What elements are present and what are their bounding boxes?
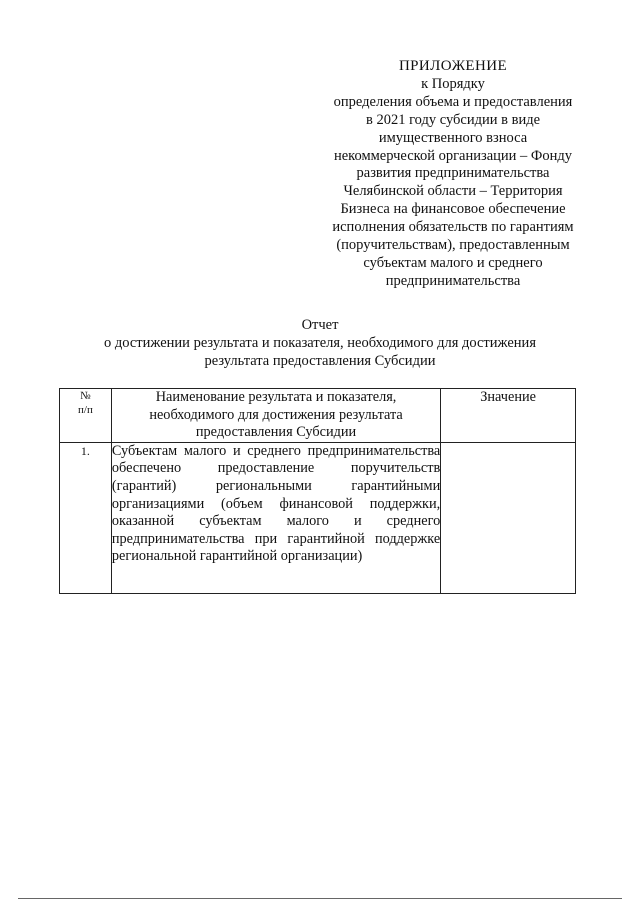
header-number — [60, 389, 112, 443]
table-row — [60, 442, 576, 593]
report-subtitle-line-1: о достижении результата и показателя, необходимого для достижения — [104, 335, 536, 351]
appendix-block — [318, 58, 588, 291]
appendix-line: развития предпринимательства — [356, 165, 550, 182]
report-title-block — [60, 316, 580, 370]
row-number: 1. — [60, 442, 112, 593]
appendix-line: предпринимательства — [385, 272, 521, 289]
header-number-abbrev: п/п — [78, 404, 93, 416]
appendix-line: Челябинской области – Территория — [343, 183, 563, 200]
table-header-row — [60, 389, 576, 443]
appendix-line: определения объема и предоставления — [333, 93, 573, 110]
appendix-line: некоммерческой организации – Фонду — [333, 147, 573, 164]
header-value: Значение — [441, 389, 576, 443]
report-subtitle-line-2: результата предоставления Субсидии — [204, 353, 436, 369]
appendix-line: к Порядку — [421, 75, 485, 92]
report-table — [59, 388, 576, 594]
appendix-heading: ПРИЛОЖЕНИЕ — [398, 58, 508, 74]
header-number-symbol: № — [80, 390, 91, 402]
row-value — [441, 442, 576, 593]
appendix-line: Бизнеса на финансовое обеспечение — [340, 201, 566, 218]
header-name: Наименование результата и показателя, необходимого для достижения результата предоставления Субсидии — [111, 389, 440, 443]
appendix-line: в 2021 году субсидии в виде — [365, 111, 541, 128]
appendix-line: (поручительствам), предоставленным — [336, 237, 570, 254]
appendix-line: субъектам малого и среднего — [363, 254, 543, 271]
appendix-line: имущественного взноса — [378, 129, 528, 146]
report-title: Отчет — [301, 317, 339, 333]
row-name: Субъектам малого и среднего предпринимательства обеспечено предоставление поручительств (гарантий) региональными гарантийными организациями (объем финансовой поддержки, оказанной субъектам малого и среднего предпринимательства при гарантийной поддержке региональной гарантийной организации) — [111, 442, 440, 593]
appendix-line: исполнения обязательств по гарантиям — [332, 219, 574, 236]
page-bottom-border — [18, 898, 622, 899]
